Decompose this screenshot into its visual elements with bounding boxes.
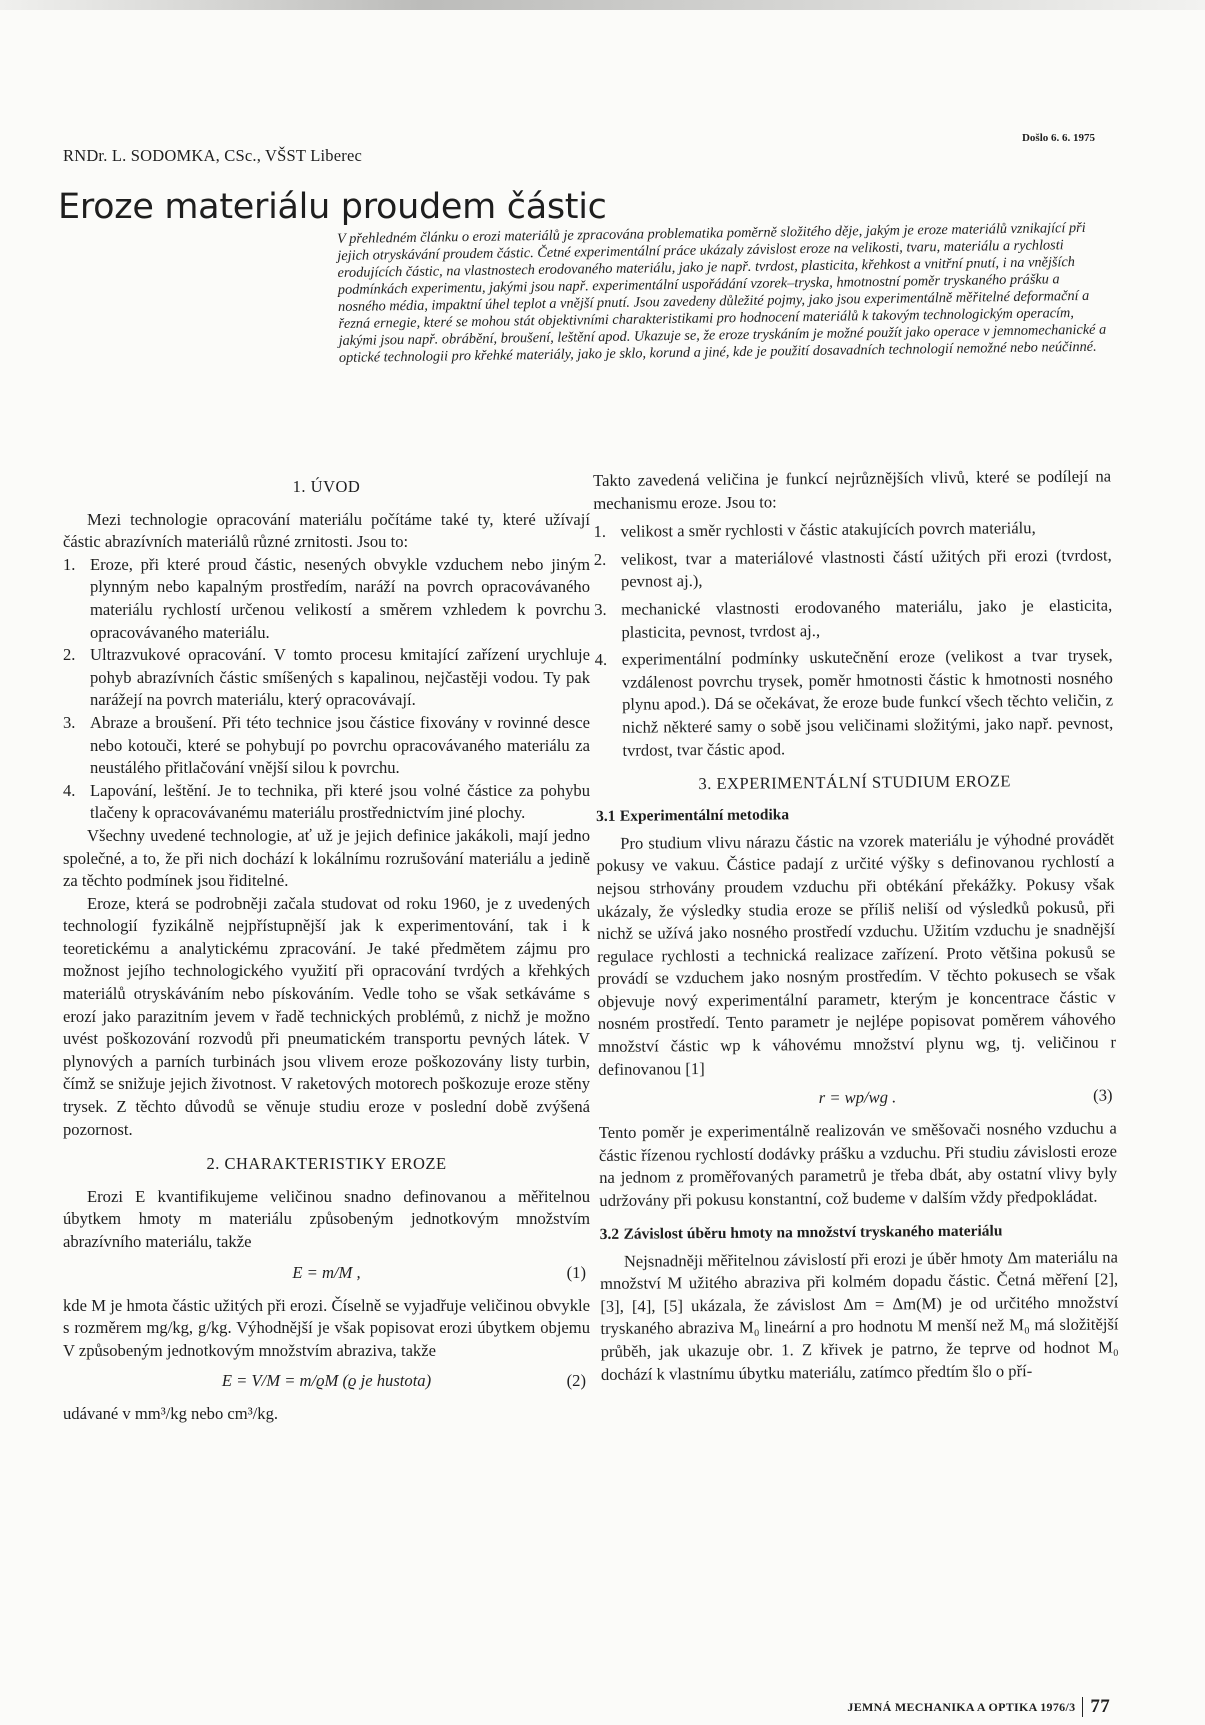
list-text: Abraze a broušení. Při této technice jsou částice fixovány v rovinné desce nebo kotouči, které se pohybují po povrchu opracovávaného materiálu za neustálého přitlačování vnější silou k povrchu. <box>90 712 590 778</box>
paragraph: Pro studium vlivu nárazu částic na vzorek materiálu je výhodné provádět pokusy ve vakuu. Částice padají z určité výšky s definovanou rychlostí a nejsou strhovány proudem vzduchu při obtékání překážky. Pokusy však ukázaly, že výsledky studia eroze se příliš neliší od výsledků pokusů, při nichž se užívá jako nosného prostředí vzduchu. Užitím vzduchu je snadnější regulace rychlosti a technická realizace zařízení. Proto většina pokusů se provádí se vzduchem jako nosným prostředím. V těchto pokusech se však objevuje nový experimentální parametr, kterým je koncentrace částic v nosném prostředí. Tento parametr je nejlépe popisovat poměrem váhového množství částic wp k váhovému množství plynu wg, tj. veličinou r definovanou [1] <box>596 829 1117 1079</box>
list-number: 1. <box>63 554 76 574</box>
equation-2 <box>63 1370 590 1396</box>
paragraph: Takto zavedená veličina je funkcí nejrůznějších vlivů, které se podílejí na mechanismu eroze. Jsou to: <box>593 466 1112 513</box>
list-item <box>63 644 590 712</box>
technology-list <box>63 554 590 825</box>
author-line: RNDr. L. SODOMKA, CSc., VŠST Liberec <box>63 146 363 165</box>
list-text: mechanické vlastnosti erodovaného materiálu, jako je elasticita, plasticita, pevnost, tvrdost aj., <box>621 595 1113 642</box>
paragraph: Všechny uvedené technologie, ať už je jejich definice jakákoli, mají jedno společné, a to, že při nich dochází k lokálnímu rozrušování materiálu a jedině za těchto podmínek jsou řiditelné. <box>63 825 590 891</box>
equation-expression: E = m/M , <box>292 1262 361 1282</box>
page-number: 77 <box>1090 1696 1110 1717</box>
equation-number: (1) <box>566 1262 586 1282</box>
right-column <box>593 465 1119 1386</box>
list-item <box>63 554 590 644</box>
list-text: Lapování, leštění. Je to technika, při které jsou volné částice za pohybu tlačeny k opracovávanému materiálu prostřednictvím jiné plochy. <box>90 780 590 823</box>
equation-expression: E = V/M = m/ϱM (ϱ je hustota) <box>221 1371 432 1391</box>
subsection-title: Závislost úběru hmoty na množství tryskaného materiálu <box>623 1222 1003 1243</box>
list-number: 1. <box>593 522 607 542</box>
list-number: 4. <box>594 650 608 670</box>
list-text: Eroze, při které proud částic, nesených obvykle vzduchem nebo jiným plynným nebo kapalným prostředím, naráží na povrch opracovávaného materiálu rychlostí určenou velikostí a směrem vzhledem k povrchu opracovávaného materiálu. <box>90 554 590 642</box>
section-heading-intro: 1. ÚVOD <box>292 477 361 496</box>
page-footer <box>847 1696 1110 1718</box>
paragraph: Eroze, která se podrobněji začala studovat od roku 1960, je z uvedených technologií fyzikálně nejpřístupnější jak k experimentování, tak i k teoretickému a analytickému zpracování. Je také předmětem zájmu pro možnost jejího technologického využití při opracování tvrdých a křehkých materiálů otryskáváním nebo pískováním. Vedle toho se však setkáváme s erozí jako parazitním jevem v řadě technických problémů, z nichž je možno uvést poškozování rozvodů při pneumatickém transportu pevných látek. V plynových a parních turbinách jsou vlivem eroze poškozovány listy turbin, čímž se snižuje jejich životnost. V raketových motorech poškozuje eroze stěny trysek. Z těchto důvodů se věnuje studiu eroze v poslední době zvýšená pozornost. <box>63 893 590 1139</box>
equation-number: (3) <box>1093 1085 1113 1105</box>
paragraph: Erozi E kvantifikujeme veličinou snadno definovanou a měřitelnou úbytkem hmoty m materiálu způsobeným jednotkovým množstvím abrazívního materiálu, takže <box>63 1186 590 1251</box>
equation-number: (2) <box>566 1371 586 1391</box>
paragraph: Nejsnadněji měřitelnou závislostí při erozi je úběr hmoty Δm materiálu na množství M užitého abraziva při kolmém dopadu částic. Četná měření [2], [3], [4], [5] ukázala, že závislost Δm = Δm(M) je od určitého množství tryskaného abraziva M₀ lineární a pro hodnotu M menší než M₀ má složitější průběh, jak ukazuje obr. 1. Z křivek je patrno, že teprve od hodnot M₀ dochází k vlastnímu úbytku materiálu, zatímco předtím šlo o pří- <box>600 1247 1119 1384</box>
list-text: experimentální podmínky uskutečnění eroze (velikost a tvar trysek, vzdálenost povrchu trysek, poměr hmotnosti částic k hmotnosti nosného plynu apod.). Dá se očekávat, že eroze bude funkcí všech těchto veličin, z nichž některé samy o sobě jsou veličinami složitými, jako např. pevnost, tvrdost, tvar částic apod. <box>621 645 1114 760</box>
list-text: Ultrazvukové opracování. V tomto procesu kmitající zařízení urychluje pohyb abrazívních částic smíšených s kapalinou, nejčastěji vodou. Ty pak narážejí na povrch materiálu, který opracovávají. <box>90 645 590 710</box>
subsection-heading-3-2 <box>600 1220 1118 1245</box>
section-heading-characteristics: 2. CHARAKTERISTIKY EROZE <box>206 1154 447 1174</box>
paragraph: Mezi technologie opracování materiálu počítáme také ty, které užívají částic abrazívních materiálů různé zrnitosti. Jsou to: <box>63 509 590 552</box>
equation-expression: r = wp/wg . <box>818 1087 897 1108</box>
list-item <box>63 780 590 825</box>
article-title: Eroze materiálu proudem částic <box>58 187 607 227</box>
paragraph: Tento poměr je experimentálně realizován ve směšovači nosného vzduchu a částic řízenou rychlostí dodávky prášku a vzduchu. Při studiu závislosti eroze na jednom z proměřovaných parametrů je třeba dbát, aby ostatní vlivy byly udržovány při pokusu konstantní, což budeme v dalším vždy předpokládat. <box>598 1118 1118 1211</box>
footer-divider <box>1082 1697 1083 1717</box>
subsection-title: Experimentální metodika <box>619 806 790 825</box>
list-number: 2. <box>593 549 607 569</box>
subsection-number: 3.2 <box>599 1225 620 1243</box>
list-item <box>593 517 1111 544</box>
list-number: 3. <box>594 599 607 619</box>
abstract: V přehledném článku o erozi materiálů je zpracována problematika poměrně složitého děje, jakým je eroze materiálů vznikající při jejich otryskávání proudem částic. Četné experimentální práce ukázaly závislost eroze na velikosti, tvaru, materiálu a rychlosti erodujících částic, na vlastnostech erodovaného materiálu, jako je např. tvrdost, plasticita, křehkost a vnitřní pnutí, i na vnějších podmínkách experimentu, jakými jsou např. experimentální uspořádání vzorek–tryska, hmotnostní poměr tryskaného prášku a nosného média, impaktní úhel teplot a vnější pnutí. Jsou zavedeny důležité pojmy, jako jsou experimentálně měřitelné deformační a řezná ernegie, které se mohou stát objektivními charakteristikami pro hodnocení materiálů k takovým technologickým operacím, jakými jsou např. obrábění, broušení, leštění apod. Ukazuje se, že eroze tryskáním je možné použít jako operace v jemnomechanické a optické technologii pro křehké materiály, jako je sklo, korund a jiné, kde je použití dosavadních technologií nemožné nebo neúčinné. <box>337 219 1107 366</box>
list-number: 3. <box>63 712 76 732</box>
list-number: 4. <box>63 780 76 800</box>
list-text: velikost a směr rychlosti v částic atakujících povrch materiálu, <box>620 518 1036 541</box>
paragraph: kde M je hmota částic užitých při erozi. Číselně se vyjadřuje veličinou obvykle s rozměrem mg/kg, g/kg. Výhodnější je však popisovat erozi úbytkem objemu V způsobeným jednotkovým množstvím abraziva, takže <box>63 1295 590 1360</box>
left-column <box>63 470 590 1426</box>
journal-name: JEMNÁ MECHANIKA A OPTIKA 1976/3 <box>847 1699 1076 1714</box>
subsection-number: 3.1 <box>595 807 616 825</box>
list-text: velikost, tvar a materiálové vlastnosti částí užitých při erozi (tvrdost, pevnost aj.), <box>620 545 1112 592</box>
list-item <box>595 645 1114 762</box>
list-item <box>63 712 590 780</box>
paragraph: udávané v mm³/kg nebo cm³/kg. <box>63 1404 279 1424</box>
equation-1 <box>63 1262 590 1288</box>
list-number: 2. <box>63 645 76 665</box>
list-item <box>594 594 1112 644</box>
list-item <box>594 544 1112 594</box>
subsection-heading-3-1 <box>596 802 1114 827</box>
equation-3 <box>598 1085 1116 1116</box>
section-heading-experimental: 3. EXPERIMENTÁLNÍ STUDIUM EROZE <box>698 771 1012 794</box>
factor-list <box>593 517 1113 762</box>
received-date: Došlo 6. 6. 1975 <box>1021 132 1095 144</box>
